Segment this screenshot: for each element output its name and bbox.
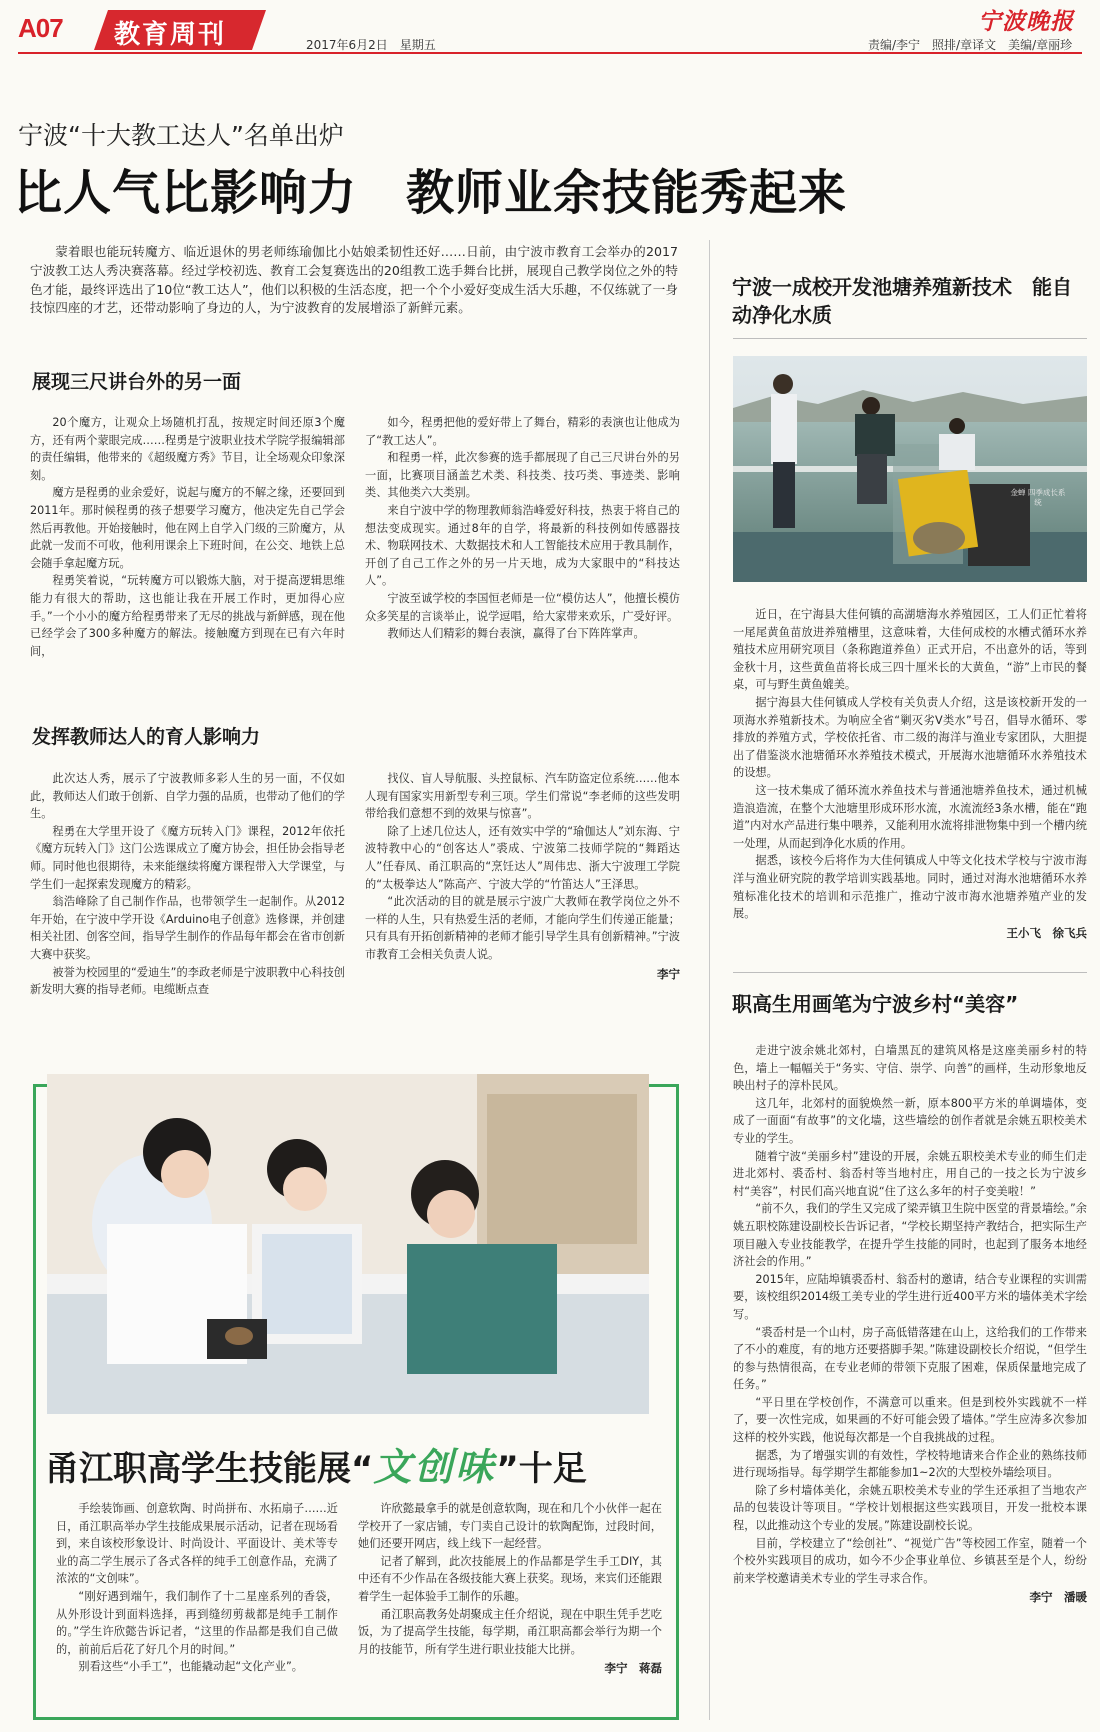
paragraph: 找仪、盲人导航服、头控鼠标、汽车防盗定位系统……他本人现有国家实用新型专利三项。学生们常说“李老师的这些发明带给我们意想不到的效果与惊喜”。 (365, 772, 680, 821)
fish-farm-photo (733, 356, 1087, 582)
paragraph: 随着宁波“美丽乡村”建设的开展，余姚五职校美术专业的师生们走进北郊村、裘岙村、翁岙村等当地村庄，用自己的一技之长为宁波乡村“美容”，村民们高兴地直说“住了这么多年的村子变美啦！” (733, 1149, 1087, 1198)
section2-column-1 (30, 770, 345, 999)
column-divider (733, 338, 1087, 339)
story-headline-village: 职高生用画笔为宁波乡村“美容” (732, 992, 1019, 1016)
section1-column-2 (365, 414, 680, 643)
section-heading-1: 展现三尺讲台外的另一面 (32, 371, 242, 393)
paragraph: 据悉，该校今后将作为大佳何镇成人中等文化技术学校与宁波市海洋与渔业研究院的教学培训实践基地。同时，通过对海水池塘循环水养殖标准化技术的培训和示范推广，推动宁波市海水池塘养殖产业的发展。 (733, 854, 1087, 921)
column-divider (709, 240, 710, 1720)
section1-column-1 (30, 414, 345, 660)
paragraph: 走进宁波余姚北郊村，白墙黑瓦的建筑风格是这座美丽乡村的特色，墙上一幅幅关于“务实、守信、崇学、向善”的画样，生动形象地反映出村子的淳朴民风。 (733, 1044, 1087, 1093)
story-kicker: 宁波“十大教工达人”名单出炉 (18, 121, 344, 150)
byline: 李宁 (657, 966, 680, 981)
paragraph: 别看这些“小手工”，也能撬动起“文化产业”。 (78, 1660, 303, 1674)
aquaculture-body (733, 606, 1087, 941)
story-headline-aquaculture: 宁波一成校开发池塘养殖新技术 能自动净化水质 (732, 275, 1072, 327)
students-photo (47, 1074, 649, 1414)
feature-headline (45, 1436, 587, 1491)
paragraph: 2015年，应陆埠镇裘岙村、翁岙村的邀请，结合专业课程的实训需要，该校组织2014级工美专业的学生进行近400平方米的墙体美术字绘写。 (733, 1272, 1087, 1321)
paragraph: 甬江职高教务处胡聚成主任介绍说，现在中职生凭手艺吃饭，为了提高学生技能，每学期，甬江职高都会举行为期一个月的技能节，所有学生进行职业技能大比拼。 (358, 1607, 662, 1656)
paragraph: 魔方是程勇的业余爱好，说起与魔方的不解之缘，还要回到2011年。那时候程勇的孩子想要学习魔方，他决定先自己学会然后再教他。开始接触时，他在网上自学入门级的三阶魔方，从此就一发而不可收，他利用课余上下班时间，在公交、地铁上总会随手拿起魔方玩。 (30, 486, 345, 570)
masthead (0, 0, 1100, 52)
paragraph: 翁浩峰除了自己制作作品，也带领学生一起制作。从2012年开始，在宁波中学开设《Arduino电子创意》选修课，并创建相关社团、创客空间，指导学生制作的作品每年都会在省市创新大赛中获奖。 (30, 895, 345, 961)
headline-art-text: 文创味 (373, 1444, 497, 1489)
story-lead: 蒙着眼也能玩转魔方、临近退休的男老师练瑜伽比小姑娘柔韧性还好……日前，由宁波市教育工会举办的2017宁波教工达人秀决赛落幕。经过学校初选、教育工会复赛选出的20组教工选手舞台比拼，展现自己教学岗位之外的特色才能，最终评选出了10位“教工达人”，他们以积极的生活态度，把一个个小爱好变成生活大乐趣，不仅练就了一身技惊四座的才艺，还带动影响了身边的人，为宁波教育的发展增添了新鲜元素。 (30, 244, 678, 316)
paragraph: 记者了解到，此次技能展上的作品都是学生手工DIY，其中还有不少作品在各级技能大赛上获奖。现场，来宾们还能跟着学生一起体验手工制作的乐趣。 (358, 1554, 662, 1603)
paragraph: 除了上述几位达人，还有效实中学的“瑜伽达人”刘东海、宁波特教中心的“创客达人”裘成、宁波第二技师学院的“舞蹈达人”任春凤、甬江职高的“烹饪达人”周伟忠、浙大宁波理工学院的“太极拳达人”陈高产、宁波大学的“竹笛达人”王泽思。 (365, 824, 680, 891)
village-body (733, 1042, 1087, 1605)
header-rule (18, 52, 1082, 54)
issue-date: 2017年6月2日 星期五 (306, 38, 436, 52)
paragraph: 和程勇一样，此次参赛的选手都展现了自己三尺讲台外的另一面，比赛项目涵盖艺术类、科技类、技巧类、事迹类、影响类、其他类六大类别。 (365, 451, 680, 500)
paragraph: “裘岙村是一个山村，房子高低错落建在山上，这给我们的工作带来了不小的难度，有的地方还要搭脚手架。”陈建设副校长介绍说，“但学生的参与热情很高，在专业老师的带领下克服了困难，保质保量地完成了任务。” (733, 1325, 1087, 1392)
paragraph: “此次活动的目的就是展示宁波广大教师在教学岗位之外不一样的人生，只有热爱生活的老师，才能向学生们传递正能量；只有具有开拓创新精神的老师才能引导学生具有创新精神。”宁波市教育工会相关负责人说。 (365, 895, 680, 961)
byline: 王小飞 徐飞兵 (1006, 925, 1087, 940)
paragraph: 这一技术集成了循环流水养鱼技术与普通池塘养鱼技术，通过机械造浪造流，在整个大池塘里形成环形水流，水流流经3条水槽，能在“跑道”内对水产品进行集中喂养，又能利用水流将排泄物集中到一个槽内统一处理，从而起到净化水质的作用。 (733, 783, 1087, 850)
section2-column-2 (365, 770, 680, 982)
machine-label: 金蝉 四季成长系统 (1010, 488, 1066, 507)
byline: 李宁 潘暖 (1029, 1590, 1087, 1605)
paragraph: 目前，学校建立了“绘创社”、“视觉广告”等校园工作室，随着一个个校外实践项目的成功，如今不少企事业单位、乡镇甚至是个人，纷纷前来学校邀请美术专业的学生寻求合作。 (733, 1536, 1087, 1585)
feature-column-2 (358, 1500, 662, 1676)
editors-credit: 责编/李宁 照排/章译文 美编/章丽珍 (868, 38, 1073, 52)
headline-part: 甬江职高学生技能展“ (45, 1449, 374, 1489)
paragraph: 许欣懿最拿手的就是创意软陶，现在和几个小伙伴一起在学校开了一家店铺，专门卖自己设计的软陶配饰，过段时间，她们还要开网店，线上线下一起经营。 (358, 1502, 662, 1551)
paragraph: 被誉为校园里的“爱迪生”的李政老师是宁波职教中心科技创新发明大赛的指导老师。电缆断点查 (30, 965, 345, 997)
headline-part: ”十足 (496, 1449, 587, 1489)
paragraph: 教师达人们精彩的舞台表演，赢得了台下阵阵掌声。 (387, 627, 645, 641)
paragraph: 除了乡村墙体美化，余姚五职校美术专业的学生还承担了当地农产品的包装设计等项目。“学校计划根据这些实践项目，开发一批校本课程，以此推动这个专业的发展。”陈建设副校长说。 (733, 1483, 1087, 1533)
newspaper-logo: 宁波晚报 (978, 8, 1074, 35)
paragraph: 近日，在宁海县大佳何镇的高湖塘海水养殖园区，工人们正忙着将一尾尾黄鱼苗放进养殖槽里，这意味着，大佳何成校的水槽式循环水养殖技术应用研究项目（条称跑道养鱼）正式开启，不出意外的话，等到金秋十月，这些黄鱼苗将长成三四十厘米长的大黄鱼，“游”上市民的餐桌，可与野生黄鱼媲美。 (733, 608, 1087, 692)
paragraph: 手绘装饰画、创意软陶、时尚拼布、水拓扇子……近日，甬江职高举办学生技能成果展示活动，记者在现场看到，来自该校形象设计、时尚设计、平面设计、美术等专业的高二学生展示了各式各样的纯手工创意作品，充满了浓浓的“文创味”。 (56, 1502, 338, 1586)
paragraph: 据悉，为了增强实训的有效性，学校特地请来合作企业的熟练技师进行现场指导。每学期学生都能参加1~2次的大型校外墙绘项目。 (733, 1448, 1087, 1480)
paragraph: 20个魔方，让观众上场随机打乱，按规定时间还原3个魔方，还有两个蒙眼完成……程勇是宁波职业技术学院学报编辑部的责任编辑，他带来的《超级魔方秀》节目，让全场观众印象深刻。 (30, 416, 345, 482)
paragraph: “平日里在学校创作，不满意可以重来。但是到校外实践就不一样了，要一次性完成，如果画的不好可能会毁了墙体。”学生应涛多次参加这样的校外实践，他说每次都是一个自我挑战的过程。 (733, 1395, 1087, 1445)
column-divider (733, 972, 1087, 973)
paragraph: 如今，程勇把他的爱好带上了舞台，精彩的表演也让他成为了“教工达人”。 (365, 416, 680, 447)
feature-column-1 (56, 1500, 338, 1676)
paragraph: 此次达人秀，展示了宁波教师多彩人生的另一面，不仅如此，教师达人们敢于创新、自学力强的品质，也带动了他们的学生。 (30, 772, 345, 821)
section-heading-2: 发挥教师达人的育人影响力 (32, 726, 261, 748)
paragraph: 宁波至诚学校的李国恒老师是一位“模仿达人”，他擅长模仿众多笑星的言谈举止，说学逗唱，给大家带来欢乐，广受好评。 (365, 591, 680, 623)
paragraph: 据宁海县大佳何镇成人学校有关负责人介绍，这是该校新开发的一项海水养殖新技术。为响应全省“剿灭劣Ⅴ类水”号召，倡导水循环、零排放的养殖方式，学校依托省、市二级的海洋与渔业专家团队，大胆提出了借鉴淡水池塘循环水养殖技术模式，开展海水池塘循环水养殖技术的设想。 (733, 695, 1087, 780)
paragraph: 程勇在大学里开设了《魔方玩转入门》课程，2012年依托《魔方玩转入门》这门公选课成立了魔方协会，担任协会指导老师。同时他也很期待，未来能继续将魔方课程带入大学课堂，与学生们一起探索发现魔方的精彩。 (30, 824, 345, 891)
paragraph: 来自宁波中学的物理教师翁浩峰爱好科技，热衷于将自己的想法变成现实。通过8年的自学，将最新的科技例如传感器技术、物联网技术、大数据技术和人工智能技术应用于教具制作，开创了自己工作之外的另一片天地，成为大家眼中的“科技达人”。 (365, 503, 680, 588)
page-number: A07 (18, 13, 63, 43)
paragraph: 程勇笑着说，“玩转魔方可以锻炼大脑，对于提高逻辑思维能力有很大的帮助，这也能让我在开展工作时，更加得心应手。”一个小小的魔方给程勇带来了无尽的挑战与新鲜感，现在他已经学会了300多种魔方的解法。接触魔方到现在已有六年时间， (30, 574, 345, 658)
story-headline: 比人气比影响力 教师业余技能秀起来 (14, 165, 848, 221)
paragraph: 这几年，北郊村的面貌焕然一新，原本800平方米的单调墙体，变成了一面面“有故事”的文化墙，这些墙绘的创作者就是余姚五职校美术专业的学生。 (733, 1096, 1087, 1145)
byline: 李宁 蒋磊 (604, 1661, 662, 1676)
paragraph: “前不久，我们的学生又完成了梁弄镇卫生院中医堂的背景墙绘。”余姚五职校陈建设副校长告诉记者，“学校长期坚持产教结合，把实际生产项目融入专业技能教学，在提升学生技能的同时，也起到了服务本地经济社会的作用。” (733, 1202, 1087, 1269)
paragraph: “刚好遇到端午，我们制作了十二星座系列的香袋，从外形设计到面料选择，再到缝纫剪裁都是纯手工制作的。”学生许欣懿告诉记者，“这里的作品都是我们自己做的，前前后后花了好几个月的时间。” (56, 1589, 338, 1656)
section-title: 教育周刊 (114, 20, 227, 50)
